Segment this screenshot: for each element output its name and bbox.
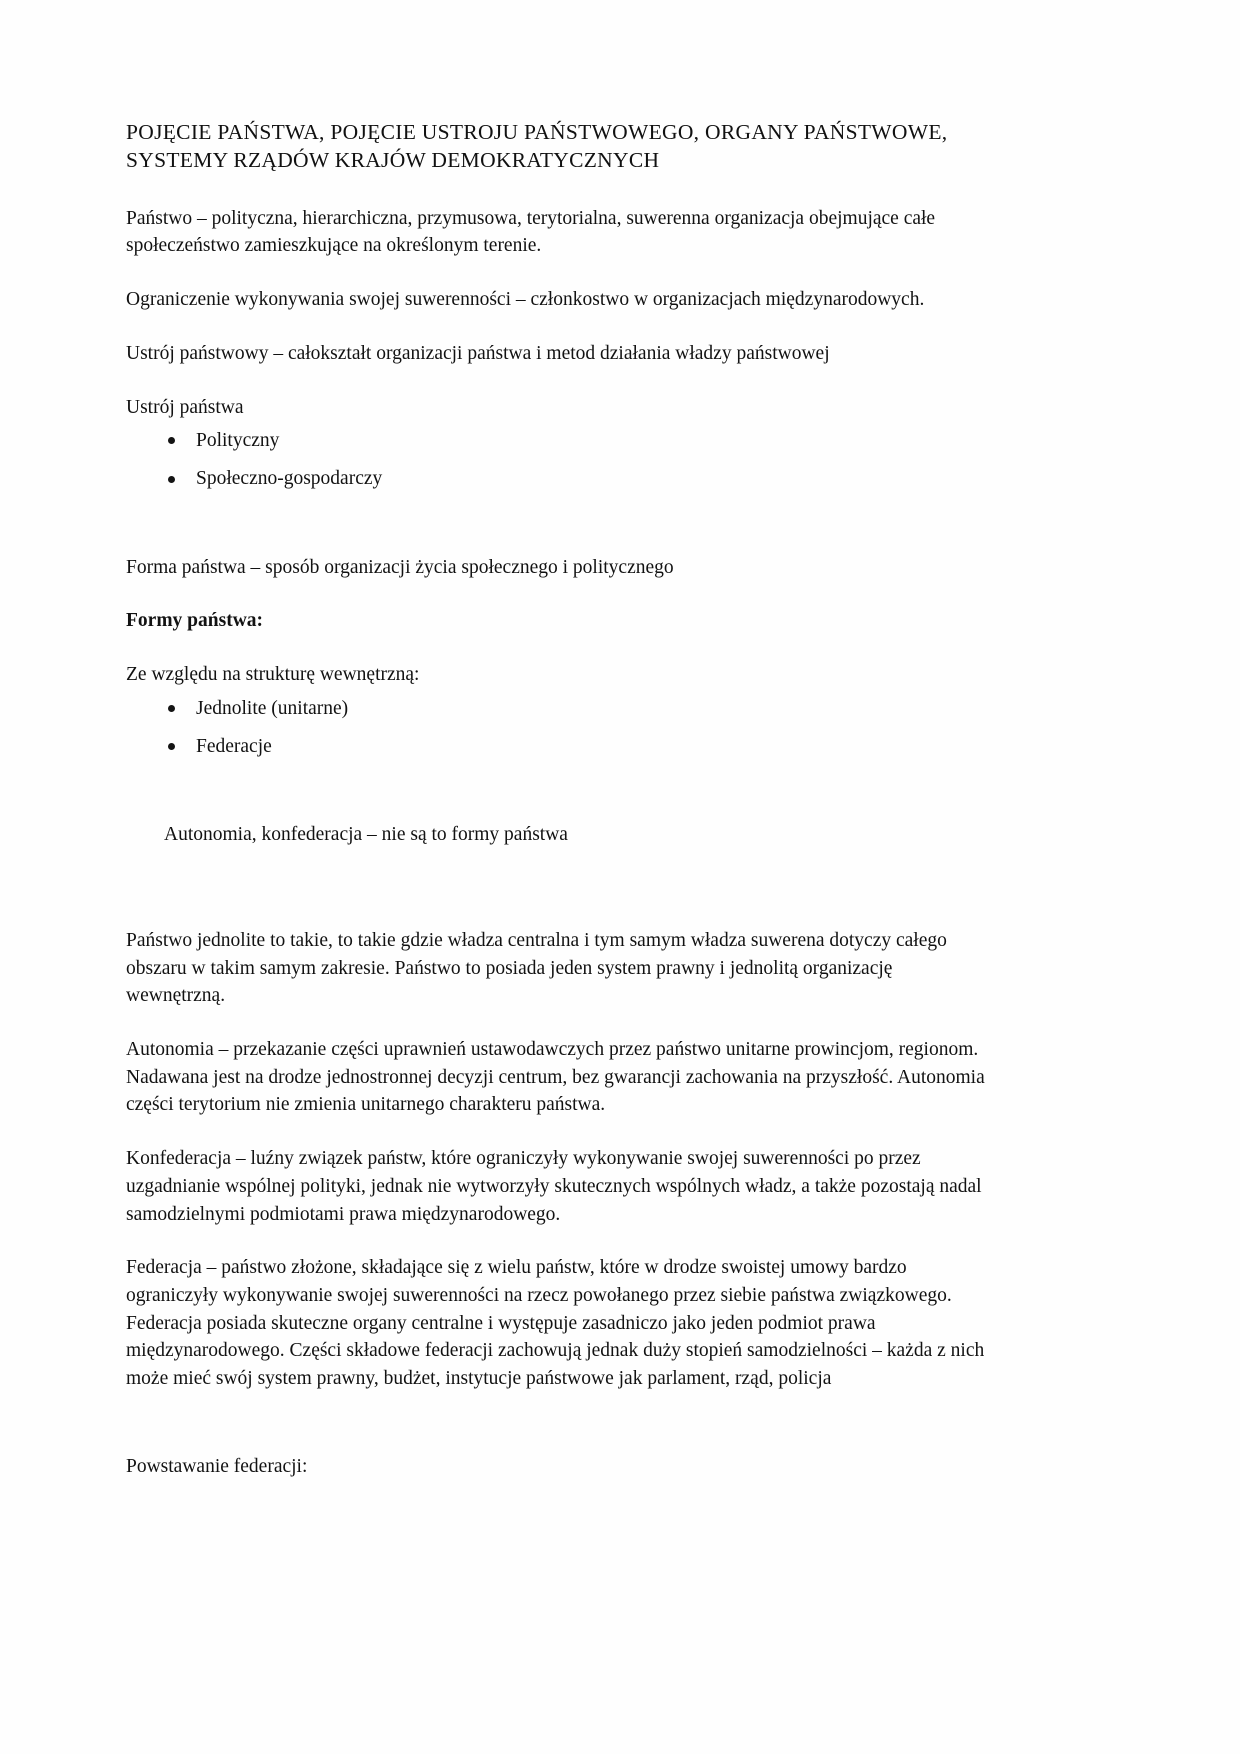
document-content bbox=[126, 118, 986, 1506]
list-item-label: Jednolite (unitarne) bbox=[196, 697, 349, 719]
heading-formy-panstwa: Formy państwa: bbox=[126, 610, 264, 632]
paragraph-forma-panstwa: Forma państwa – sposób organizacji życia społecznego i politycznego bbox=[126, 556, 674, 578]
paragraph-ustroj-panstwowy: Ustrój państwowy – całokształt organizacji państwa i metod działania władzy państwowej bbox=[126, 342, 830, 364]
heading-ustroj-panstwa: Ustrój państwa bbox=[126, 396, 244, 418]
section-spacer bbox=[126, 1419, 986, 1453]
section-spacer bbox=[126, 875, 986, 927]
paragraph-konfederacja: Konfederacja – luźny związek państw, które ograniczyły wykonywanie swojej suwerenności po przez uzgadnianie wspólnej polityki, jednak nie wytworzyły skutecznych wspólnych władz, a także pozostają nadal samodzielnymi podmiotami prawa międzynarodowego. bbox=[126, 1148, 982, 1225]
section-spacer bbox=[126, 520, 986, 554]
section-spacer bbox=[126, 787, 986, 821]
heading-powstawanie-federacji: Powstawanie federacji: bbox=[126, 1455, 308, 1477]
list-item bbox=[196, 733, 986, 761]
bullet-dot-icon bbox=[168, 476, 175, 483]
paragraph-panstwo-jednolite: Państwo jednolite to takie, to takie gdzie władza centralna i tym samym władza suwerena dotyczy całego obszaru w takim samym zakresie. Państwo to posiada jeden system prawny i jednolitą organizację wewnętrzną. bbox=[126, 930, 947, 1007]
heading-ze-wzgledu-na-strukture: Ze względu na strukturę wewnętrzną: bbox=[126, 664, 420, 686]
list-ustroj-panstwa bbox=[126, 427, 986, 494]
bullet-dot-icon bbox=[168, 437, 175, 444]
note-autonomia-konfederacja: Autonomia, konfederacja – nie są to formy państwa bbox=[164, 824, 568, 846]
page-title: POJĘCIE PAŃSTWA, POJĘCIE USTROJU PAŃSTWOWEGO, ORGANY PAŃSTWOWE, SYSTEMY RZĄDÓW KRAJÓW DEMOKRATYCZNYCH bbox=[126, 120, 948, 173]
list-item bbox=[196, 427, 986, 455]
list-item-label: Społeczno-gospodarczy bbox=[196, 468, 383, 490]
paragraph-autonomia: Autonomia – przekazanie części uprawnień ustawodawczych przez państwo unitarne prowincjom, regionom. Nadawana jest na drodze jednostronnej decyzji centrum, bez gwarancji zachowania na przyszłość. Autonomia części terytorium nie zmienia unitarnego charakteru państwa. bbox=[126, 1039, 985, 1116]
list-item bbox=[196, 465, 986, 493]
paragraph-federacja: Federacja – państwo złożone, składające się z wielu państw, które w drodze swoistej umowy bardzo ograniczyły wykonywanie swojej suwerenności na rzecz powołanego przez siebie państwa związkowego. Federacja posiada skuteczne organy centralne i występuje zasadniczo jako jeden podmiot prawa międzynarodowego. Części składowe federacji zachowują jednak duży stopień samodzielności – każda z nich może mieć swój system prawny, budżet, instytucje państwowe jak parlament, rząd, policja bbox=[126, 1257, 985, 1389]
list-item-label: Polityczny bbox=[196, 430, 280, 452]
paragraph-panstwo-definition: Państwo – polityczna, hierarchiczna, przymusowa, terytorialna, suwerenna organizacja obejmujące całe społeczeństwo zamieszkujące na określonym terenie. bbox=[126, 207, 936, 257]
list-struktura-wewnetrzna bbox=[126, 695, 986, 762]
list-item bbox=[196, 695, 986, 723]
bullet-dot-icon bbox=[168, 743, 175, 750]
bullet-dot-icon bbox=[168, 705, 175, 712]
paragraph-ograniczenie-suwerennosci: Ograniczenie wykonywania swojej suwerenności – członkostwo w organizacjach międzynarodowych. bbox=[126, 289, 925, 311]
list-item-label: Federacje bbox=[196, 736, 272, 758]
